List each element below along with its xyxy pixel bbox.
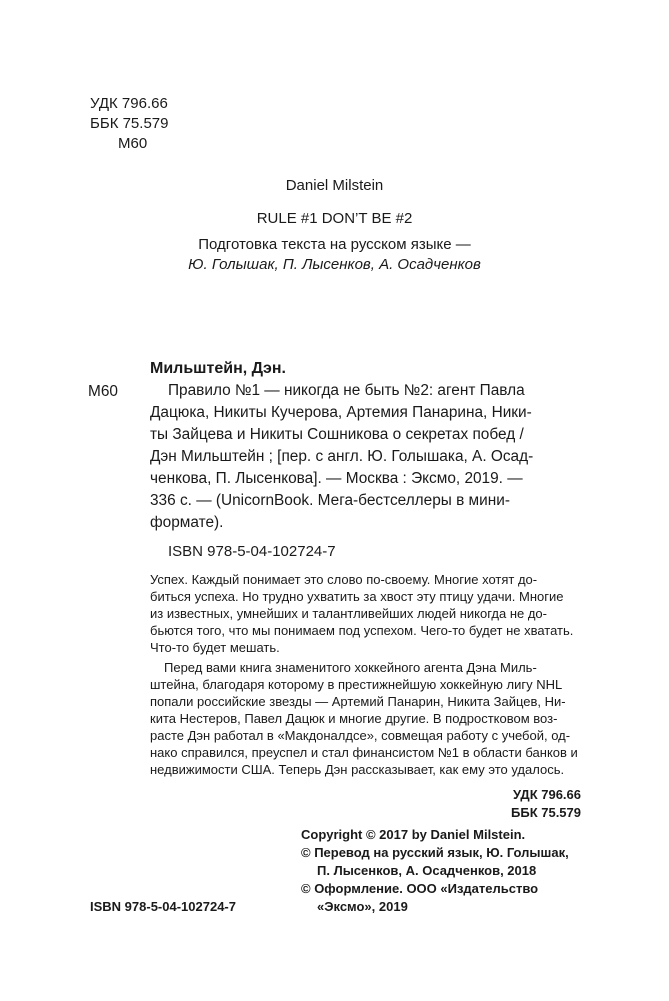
- annotation-line: биться успеха. Но трудно ухватить за хвост эту птицу удачи. Многие: [150, 589, 564, 604]
- annotation-line: штейна, благодаря которому в престижнейшую хоккейную лигу NHL: [150, 677, 563, 692]
- catalog-line: Дацюка, Никиты Кучерова, Артемия Панарина, Ники-: [150, 404, 532, 421]
- original-author: Daniel Milstein: [285, 177, 384, 194]
- bbk-code-bottom: ББК 75.579: [511, 805, 581, 820]
- author-mark-top: М60: [118, 135, 148, 152]
- catalog-line: ченкова, П. Лысенкова]. — Москва : Эксмо, 2019. —: [150, 470, 523, 487]
- annotation-line: бьются того, что мы понимаем под успехом. Чего-то будет не хватать.: [150, 623, 574, 638]
- catalog-line: ты Зайцева и Никиты Сошникова о секретах побед /: [150, 426, 524, 443]
- annotation-line: из известных, умнейших и талантливейших людей никогда не до-: [150, 606, 547, 621]
- copyright-line: «Эксмо», 2019: [317, 899, 408, 914]
- catalog-line: 336 с. — (UnicornBook. Мега-бестселлеры в мини-: [150, 492, 510, 509]
- catalog-line: формате).: [150, 514, 224, 531]
- annotation-line: кита Нестеров, Павел Дацюк и многие другие. В подростковом воз-: [150, 711, 558, 726]
- copyright-line: Copyright © 2017 by Daniel Milstein.: [301, 827, 526, 842]
- annotation-line: расте Дэн работал в «Макдоналдсе», совмещая работу с учебой, од-: [150, 728, 571, 743]
- udk-code-top: УДК 796.66: [90, 95, 168, 112]
- annotation-line: Перед вами книга знаменитого хоккейного агента Дэна Миль-: [164, 660, 537, 675]
- isbn-bottom: ISBN 978-5-04-102724-7: [90, 899, 236, 914]
- catalog-heading: Мильштейн, Дэн.: [150, 360, 286, 377]
- udk-code-bottom: УДК 796.66: [513, 787, 581, 802]
- copyright-line: © Оформление. ООО «Издательство: [301, 881, 539, 896]
- catalog-line: Правило №1 — никогда не быть №2: агент Павла: [168, 382, 525, 399]
- prep-label: Подготовка текста на русском языке —: [198, 236, 471, 253]
- bbk-code-top: ББК 75.579: [90, 115, 169, 132]
- catalog-author-mark: М60: [88, 383, 118, 400]
- annotation-line: Что-то будет мешать.: [150, 640, 280, 655]
- catalog-isbn: ISBN 978-5-04-102724-7: [168, 543, 336, 560]
- copyright-line: © Перевод на русский язык, Ю. Голышак,: [301, 845, 569, 860]
- annotation-line: попали российские звезды — Артемий Панарин, Никита Зайцев, Ни-: [150, 694, 566, 709]
- prep-names: Ю. Голышак, П. Лысенков, А. Осадченков: [188, 256, 481, 273]
- annotation-line: нако справился, преуспел и стал финансистом №1 в области банков и: [150, 745, 578, 760]
- copyright-line: П. Лысенков, А. Осадченков, 2018: [317, 863, 537, 878]
- original-title: RULE #1 DON’T BE #2: [256, 210, 413, 227]
- catalog-line: Дэн Мильштейн ; [пер. с англ. Ю. Голышака, А. Осад-: [150, 448, 534, 465]
- annotation-line: Успех. Каждый понимает это слово по-своему. Многие хотят до-: [150, 572, 538, 587]
- annotation-line: недвижимости США. Теперь Дэн рассказывает, как ему это удалось.: [150, 762, 565, 777]
